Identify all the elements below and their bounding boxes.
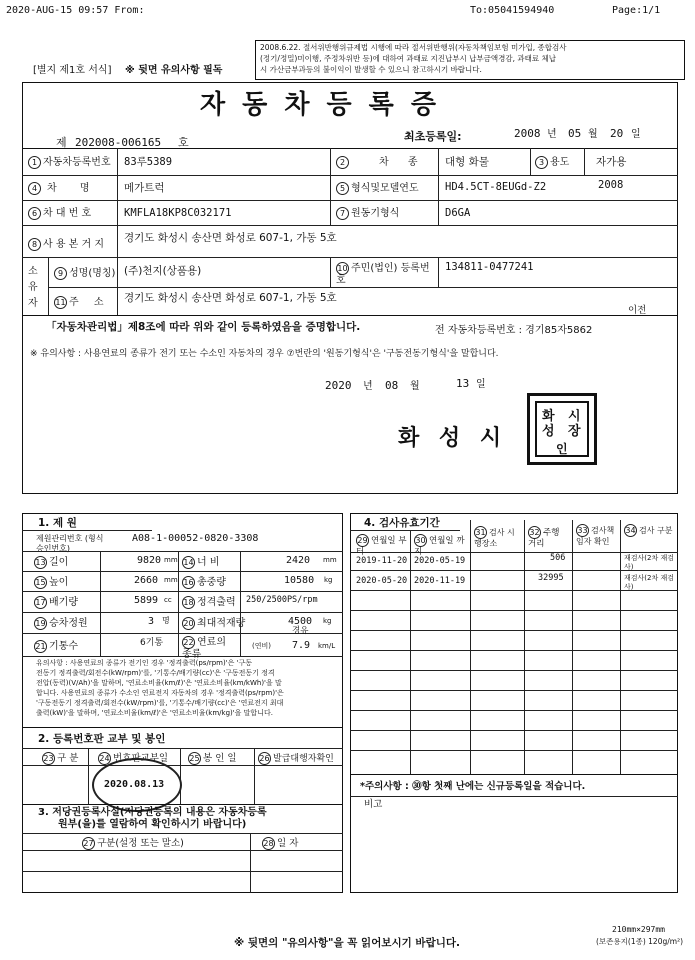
inspection-row-1-to: 2020-05-19: [414, 556, 466, 566]
spec-length-label: 13 길이: [35, 557, 69, 568]
spec-disp-label: 17 배기량: [35, 597, 78, 608]
section4-col-2: 30 연월일 까지: [414, 536, 465, 557]
spec-note-line-1: 유의사항 : 사용연료의 종류가 전기인 경우 '정격출력(ps/rpm)'은 '구동: [36, 659, 253, 667]
section2-col-2: 24 번호판교부일: [99, 753, 169, 764]
section4-col-1: 29 연월일 부터: [356, 536, 407, 557]
spec-fuel-sub: (연비): [252, 642, 271, 650]
spec-note-line-2: 전동기 정격출력/회전수(kW/rpm)'를, '기통수/배기량(cc)'은 '구동전동기 정격: [36, 669, 275, 677]
section3-header-1: 3. 저당권등록사실(저당권등록의 내용은 자동차등록: [38, 807, 267, 818]
top-notice-line-3: 시 가산금부과등의 불이익이 발생할 수 있으니 참고하시기 바랍니다.: [260, 65, 482, 74]
fax-page: Page:1/1: [612, 5, 661, 16]
spec-length-unit: mm: [164, 556, 178, 564]
spec-width-unit: mm: [323, 556, 337, 564]
spec-note-line-3: 전압(동력)(V/Ah)'을 말하며, '연료소비율(km/ℓ)'은 '연료소비율(km/kWh)'을 말: [36, 679, 282, 687]
spec-cyl-value: 6기통: [140, 638, 164, 648]
field-8-label: 8 사 용 본 거 지: [28, 238, 104, 251]
first-reg-day: 20: [610, 127, 624, 140]
spec-weight-label: 16 총중량: [183, 577, 226, 588]
paper-type: (보존용지(1종) 120g/m²): [596, 937, 683, 946]
issue-month-unit: 월: [410, 381, 420, 392]
field-4-label: 4 차 명: [28, 182, 100, 195]
fax-datetime: 2020-AUG-15 09:57 From:: [6, 5, 145, 16]
spec-note-line-5: '구동전동기 정격출력/회전수(kW/rpm)'를, '기통수/배기량(cc)'은 '연료전지 최대: [36, 699, 284, 707]
spec-load-label: 20 최대적재량: [183, 618, 246, 629]
plate-number: 83루5389: [124, 156, 173, 168]
section2-col-4: 26 발급대행자확인: [259, 754, 334, 764]
first-reg-year-unit: 년: [547, 129, 557, 140]
spec-note-line-6: 출력(kW)'을 말하며, '연료소비율(km/ℓ)'은 '연료소비율(km/kg)'을 말합니다.: [36, 709, 273, 717]
section4-col-6: 34 검사 구분: [625, 526, 673, 535]
section2-col-1: 23 구 분: [43, 753, 79, 764]
spec-fuel-label: 22 연료의 종류: [182, 637, 226, 660]
inspection-row-2-mileage: 32995: [538, 573, 564, 583]
first-reg-year: 2008: [514, 127, 541, 140]
certification-statement: 「자동차관리법」제8조에 따라 위와 같이 등록하였음을 증명합니다.: [46, 321, 361, 333]
issue-year: 2020: [325, 379, 352, 392]
first-reg-label: 최초등록일:: [404, 130, 462, 143]
field-1-label: 1 자동차등록번호: [28, 156, 111, 169]
spec-cap-label: 19 승차정원: [35, 618, 88, 629]
inspection-row-1-from: 2019-11-20: [356, 556, 408, 566]
field-2-label: 2 차 종: [336, 156, 426, 169]
spec-mgmt-label: 제원관리번호 (형식승인번호): [36, 534, 104, 553]
spec-disp-value: 5899: [134, 595, 159, 606]
field-11-label: 11 주 소: [55, 297, 110, 308]
field-7-label: 7 원동기형식: [336, 207, 399, 220]
spec-weight-value: 10580: [284, 575, 315, 586]
section4-col-4: 32 주행 거리: [528, 528, 560, 549]
spec-fuel-eff: 7.9: [292, 640, 311, 651]
model-type: HD4.5CT-8EUGd-Z2: [445, 181, 547, 193]
issue-day: 13: [456, 377, 470, 390]
official-seal: 화 성 시 장 인: [527, 393, 597, 465]
spec-cap-value: 3: [148, 616, 155, 627]
spec-fuel-type: 경유: [292, 626, 309, 636]
section2-header: 2. 등록번호판 교부 및 봉인: [38, 733, 166, 745]
spec-power-label: 18 정격출력: [183, 597, 236, 608]
spec-fuel-unit: km/L: [318, 642, 336, 650]
section4-header: 4. 검사유효기간: [364, 517, 440, 529]
see-back-note: ※ 뒷면 유의사항 필독: [125, 65, 223, 76]
vehicle-name: 메가트럭: [124, 182, 165, 194]
spec-power-value: 250/2500PS/rpm: [246, 595, 318, 605]
reg-no-prefix: 제: [56, 136, 67, 149]
base-location: 경기도 화성시 송산면 화성로 607-1, 가동 5호: [124, 232, 337, 244]
issue-day-unit: 일: [476, 379, 486, 390]
inspection-row-1-type: 재검사(2차 재검사): [624, 554, 674, 571]
spec-load-value: 4500: [288, 616, 313, 627]
spec-length-value: 9820: [137, 555, 162, 566]
spec-height-unit: mm: [164, 576, 178, 584]
section3-col-1: 27 구분(설정 또는 말소): [83, 838, 184, 849]
first-reg-day-unit: 일: [631, 129, 641, 140]
inspection-row-2-type: 재검사(2차 재검사): [624, 574, 674, 591]
field-10-label: 10 주민(법인) 등록번호: [336, 263, 430, 286]
inspection-row-2-from: 2020-05-20: [356, 576, 408, 586]
field-6-label: 6 차 대 번 호: [28, 207, 91, 220]
owner-reg-no: 134811-0477241: [445, 261, 534, 273]
section4-col-3: 31 검사 시행장소: [474, 528, 515, 548]
vehicle-type: 대형 화물: [445, 156, 489, 168]
issuer-name: 화 성 시: [398, 426, 508, 451]
form-label: [별지 제1호 서식]: [33, 65, 112, 76]
inspection-row-1-mileage: 506: [550, 553, 566, 563]
fuel-note: ※ 유의사항 : 사용연료의 종류가 전기 또는 수소인 자동차의 경우 ⑦번란의 '원동기형식'은 '구동전동기형식'을 말합니다.: [30, 349, 499, 359]
model-year: 2008: [598, 179, 624, 191]
spec-width-value: 2420: [286, 555, 311, 566]
spec-cyl-label: 21 기통수: [35, 641, 78, 652]
spec-width-label: 14 너 비: [183, 557, 220, 568]
previous-plate: 전 자동차등록번호 : 경기85자5862: [435, 325, 593, 336]
engine-type: D6GA: [445, 207, 471, 219]
document-title: 자 동 차 등 록 증: [200, 90, 440, 120]
owner-name: (주)천지(상품용): [124, 265, 202, 277]
spec-header: 1. 제 원: [38, 517, 77, 529]
reg-no-suffix: 호: [178, 136, 189, 149]
spec-mgmt-value: A08-1-00052-0820-3308: [132, 533, 259, 544]
spec-note-line-4: 합니다. 사용연료의 종류가 수소인 연료전지 자동차의 경우 '정격출력(ps/rpm)'은: [36, 689, 284, 697]
remarks-label: 비고: [364, 799, 383, 810]
inspection-row-2-to: 2020-11-19: [414, 576, 466, 586]
inspection-caution: *주의사항 : ㉚항 첫째 난에는 신규등록일을 적습니다.: [360, 781, 586, 792]
back-page-note: ※ 뒷면의 "유의사항"을 꼭 읽어보시기 바랍니다.: [234, 937, 460, 949]
stamp-date: 2020.08.13: [104, 779, 165, 790]
spec-height-label: 15 높이: [35, 577, 69, 588]
section3-col-2: 28 일 자: [263, 838, 299, 849]
owner-side-label: 소 유 자: [28, 266, 38, 309]
section4-col-5: 33 검사책임자 확인: [576, 526, 615, 546]
spec-load-unit: kg: [323, 617, 332, 625]
spec-disp-unit: cc: [164, 596, 172, 604]
field-9-label: 9 성명(명칭): [54, 267, 115, 280]
top-notice-line-1: 2008.6.22. 절서위반행위규제법 시행에 따라 절서위반행위(자동차책임보험 미가입, 종합검사: [260, 43, 567, 52]
fax-recipient: To:05041594940: [470, 5, 555, 16]
first-reg-month: 05: [568, 127, 582, 140]
reg-no: 202008-006165: [75, 136, 162, 149]
field-3-label: 3 용도: [535, 156, 569, 169]
issue-year-unit: 년: [363, 381, 373, 392]
prev-reg-label: 이전: [628, 305, 647, 316]
spec-weight-unit: kg: [324, 576, 333, 584]
vin: KMFLA18KP8C032171: [124, 207, 232, 219]
first-reg-month-unit: 월: [588, 129, 598, 140]
spec-cap-unit: 명: [162, 616, 170, 625]
owner-address: 경기도 화성시 송산면 화성로 607-1, 가동 5호: [124, 292, 337, 304]
top-notice-line-2: (정기/정밀)미이행, 주정차위반 등)에 대하여 과태료 지진납부시 납부금액경감, 과태료 체납: [260, 54, 556, 63]
issue-month: 08: [385, 379, 399, 392]
vehicle-use: 자가용: [596, 156, 627, 168]
section3-header-2: 원부(을)를 열람하여 확인하시기 바랍니다): [58, 819, 247, 830]
spec-height-value: 2660: [134, 575, 159, 586]
section2-col-3: 25 봉 인 일: [189, 753, 237, 764]
paper-size: 210mm×297mm: [612, 925, 665, 934]
field-5-label: 5 형식및모델연도: [336, 182, 419, 195]
